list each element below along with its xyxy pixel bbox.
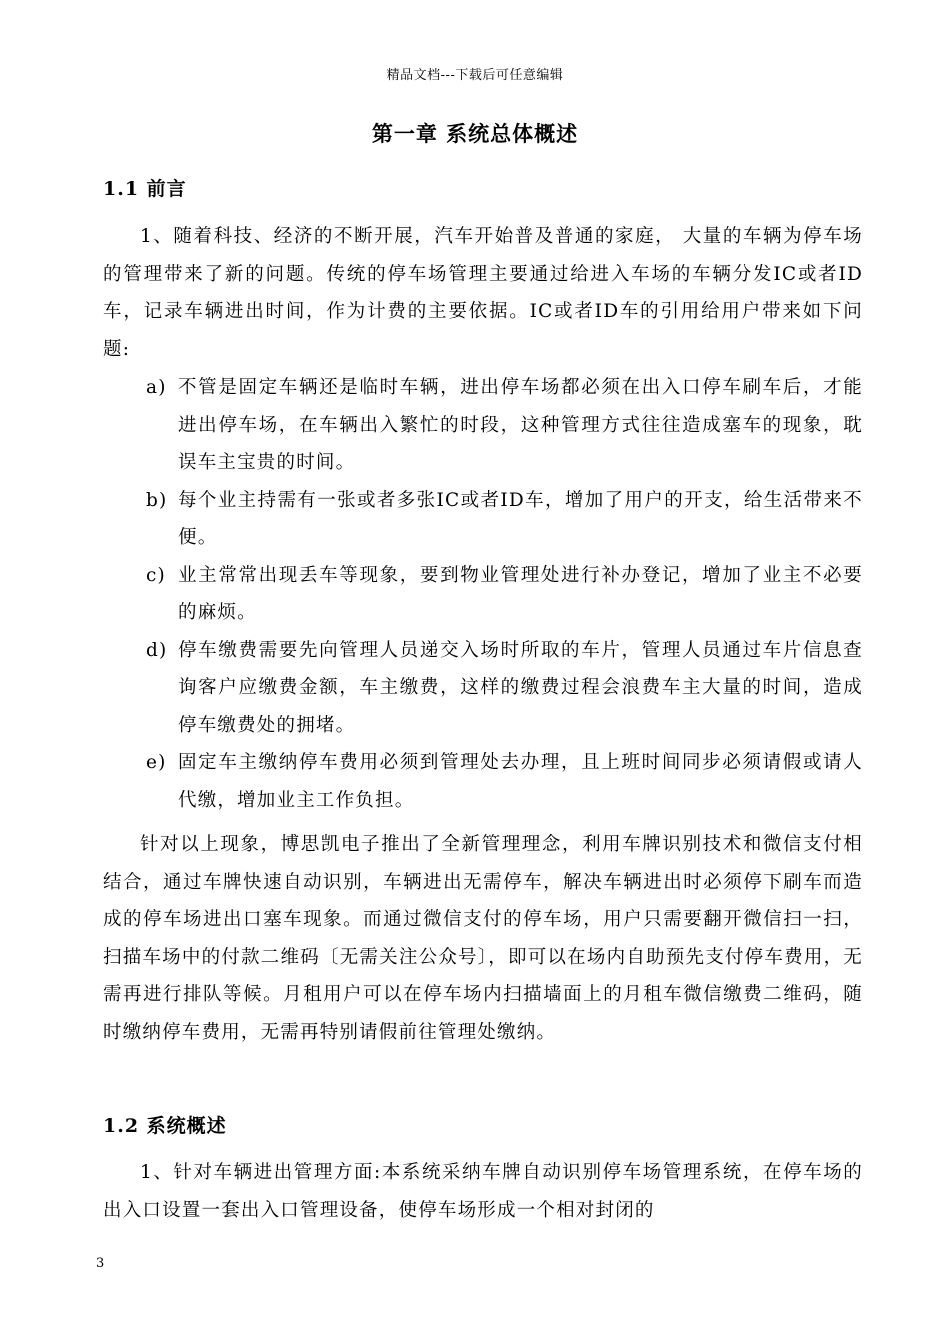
list-item-e <box>103 744 863 819</box>
list-item-text: 固定车主缴纳停车费用必须到管理处去办理，且上班时间同步必须请假或请人代缴，增加业主工作负担。 <box>178 752 863 811</box>
list-item-a <box>103 369 863 482</box>
summary-paragraph: 针对以上现象，博思凯电子推出了全新管理理念，利用车牌识别技术和微信支付相结合，通过车牌快速自动识别，车辆进出无需停车，解决车辆进出时必须停下刷车而造成的停车场进出口塞车现象。而通过微信支付的停车场，用户只需要翻开微信扫一扫，扫描车场中的付款二维码〔无需关注公众号〕，即可以在场内自助预先支付停车费用，无需再进行排队等候。月租用户可以在停车场内扫描墙面上的月租车微信缴费二维码，随时缴纳停车费用，无需再特别请假前往管理处缴纳。 <box>103 834 863 1043</box>
list-marker: e) <box>146 752 167 773</box>
list-marker: c) <box>146 564 166 586</box>
list-item-d <box>103 632 863 745</box>
list-marker: a) <box>146 377 167 398</box>
page-header: 精品文档---下载后可任意编辑 <box>386 68 564 83</box>
section-heading-1-2: 1.2 系统概述 <box>103 1115 227 1137</box>
list-marker: d) <box>146 639 168 661</box>
chapter-title: 第一章 系统总体概述 <box>371 121 579 146</box>
page-number: 3 <box>96 1256 105 1271</box>
list-marker: b) <box>146 489 168 511</box>
list-item-text: 每个业主持需有一张或者多张IC或者ID车，增加了用户的开支，给生活带来不便。 <box>178 489 863 548</box>
problem-list <box>103 369 863 819</box>
overview-paragraph: 1、针对车辆进出管理方面:本系统采纳车牌自动识别停车场管理系统，在停车场的出入口设置一套出入口管理设备，使停车场形成一个相对封闭的 <box>103 1162 863 1221</box>
list-item-b <box>103 482 863 557</box>
list-item-text: 业主常常出现丢车等现象，要到物业管理处进行补办登记，增加了业主不必要的麻烦。 <box>178 564 863 623</box>
list-item-c <box>103 557 863 632</box>
list-item-text: 停车缴费需要先向管理人员递交入场时所取的车片，管理人员通过车片信息查询客户应缴费金额，车主缴费，这样的缴费过程会浪费车主大量的时间，造成停车缴费处的拥堵。 <box>178 639 863 736</box>
list-item-text: 不管是固定车辆还是临时车辆，进出停车场都必须在出入口停车刷车后，才能进出停车场，在车辆出入繁忙的时段，这种管理方式往往造成塞车的现象，耽误车主宝贵的时间。 <box>178 377 863 473</box>
intro-paragraph: 1、随着科技、经济的不断开展，汽车开始普及普通的家庭， 大量的车辆为停车场的管理带来了新的问题。传统的停车场管理主要通过给进入车场的车辆分发IC或者ID车，记录车辆进出时间，作为计费的主要依据。IC或者ID车的引用给用户带来如下问题: <box>103 226 863 360</box>
section-heading-1-1: 1.1 前言 <box>103 178 187 200</box>
